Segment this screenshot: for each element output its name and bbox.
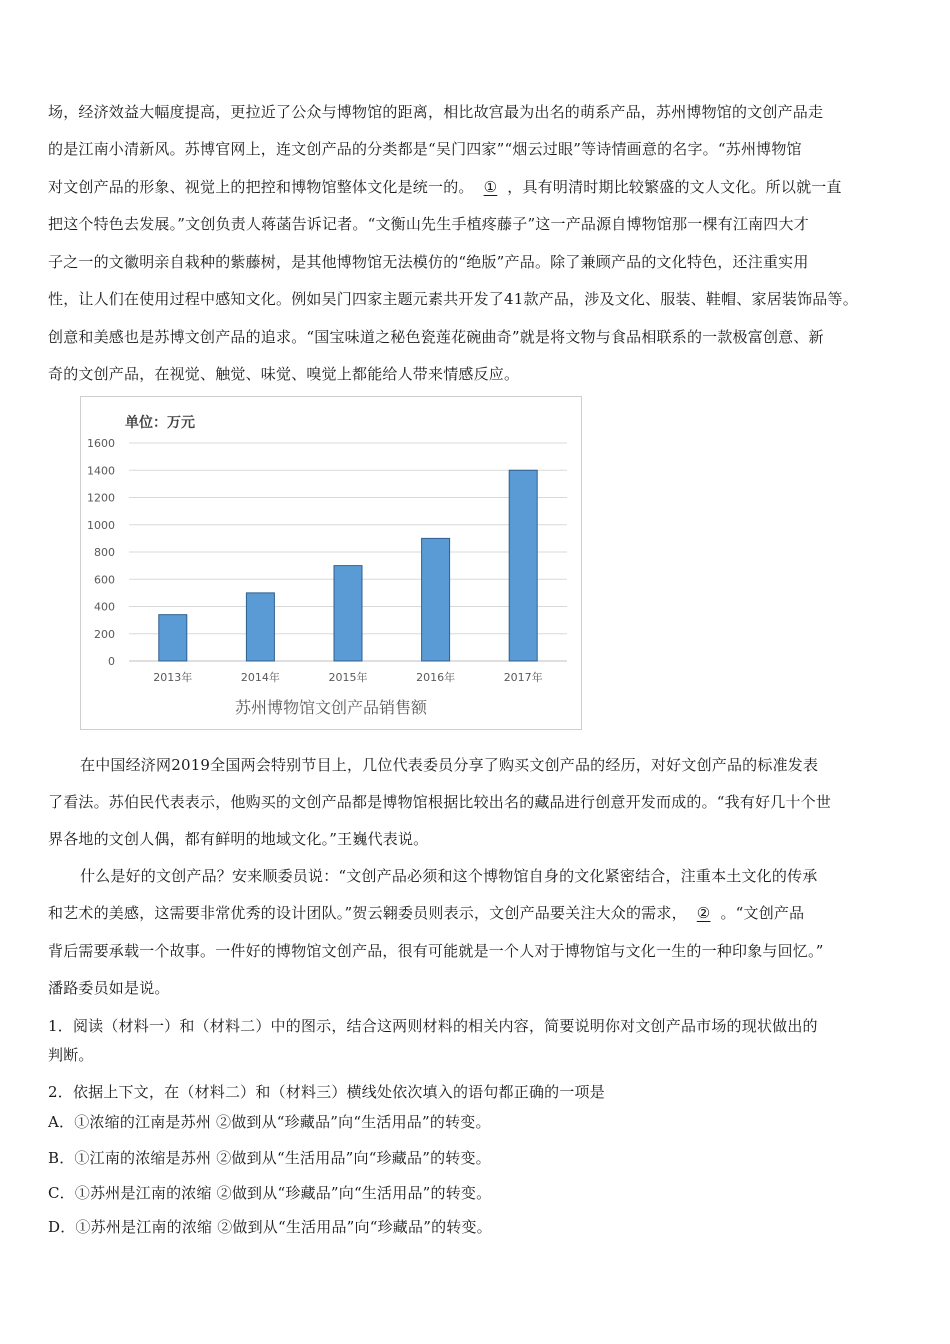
sales-chart xyxy=(80,396,582,730)
chart-x-tick-label: 2017年 xyxy=(503,671,543,684)
chart-y-tick-label: 1600 xyxy=(87,437,115,450)
paragraph1-line4: 把这个特色去发展。”文创负责人蒋菡告诉记者。“文衡山先生手植疼藤子”这一产品源自博物馆那一棵有江南四大才 xyxy=(48,215,809,233)
chart-bar xyxy=(334,566,362,661)
paragraph1-line8: 奇的文创产品，在视觉、触觉、味觉、嗅觉上都能给人带来情感反应。 xyxy=(48,365,520,383)
chart-bar xyxy=(159,615,187,661)
paragraph3-line2-before: 和艺术的美感，这需要非常优秀的设计团队。”贺云翱委员则表示，文创产品要关注大众的需求， xyxy=(48,904,687,922)
chart-bars xyxy=(159,470,537,661)
question-2: 2．依据上下文，在（材料二）和（材料三）横线处依次填入的语句都正确的一项是 xyxy=(48,1083,605,1101)
chart-title: 苏州博物馆文创产品销售额 xyxy=(234,698,428,717)
chart-x-tick-label: 2015年 xyxy=(328,671,368,684)
sales-chart-svg xyxy=(81,397,581,729)
paragraph1-line2: 的是江南小清新风。苏博官网上，连文创产品的分类都是“吴门四家”“烟云过眼”等诗情画意的名字。“苏州博物馆 xyxy=(48,140,802,158)
paragraph3-line4: 潘路委员如是说。 xyxy=(48,979,170,997)
question-1-line1: 1．阅读（材料一）和（材料二）中的图示，结合这两则材料的相关内容，简要说明你对文创产品市场的现状做出的 xyxy=(48,1017,818,1035)
paragraph2-line3: 界各地的文创人偶，都有鲜明的地域文化。”王巍代表说。 xyxy=(48,830,429,848)
option-c: C．①苏州是江南的浓缩 ②做到从“珍藏品”向“生活用品”的转变。 xyxy=(48,1184,492,1202)
option-d: D．①苏州是江南的浓缩 ②做到从“生活用品”向“珍藏品”的转变。 xyxy=(48,1218,492,1236)
chart-y-tick-label: 200 xyxy=(94,627,115,641)
chart-x-tick-label: 2013年 xyxy=(153,671,193,684)
chart-unit-label: 单位：万元 xyxy=(125,415,195,431)
paragraph1-line6: 性，让人们在使用过程中感知文化。例如吴门四家主题元素共开发了41款产品，涉及文化、服装、鞋帽、家居装饰品等。 xyxy=(48,290,858,308)
chart-y-tick-label: 1200 xyxy=(87,491,115,505)
paragraph3-line1: 什么是好的文创产品？安来顺委员说：“文创产品必须和这个博物馆自身的文化紧密结合，注重本土文化的传承 xyxy=(80,867,818,885)
chart-y-ticks xyxy=(87,437,115,668)
paragraph1-line5: 子之一的文徽明亲自栽种的紫藤树，是其他博物馆无法模仿的“绝版”产品。除了兼顾产品的文化特色，还注重实用 xyxy=(48,253,809,271)
chart-y-tick-label: 1000 xyxy=(87,518,115,532)
option-a: A．①浓缩的江南是苏州 ②做到从“珍藏品”向“生活用品”的转变。 xyxy=(48,1113,491,1131)
chart-x-tick-label: 2016年 xyxy=(416,671,456,684)
paragraph1-line1: 场，经济效益大幅度提高，更拉近了公众与博物馆的距离，相比故宫最为出名的萌系产品，苏州博物馆的文创产品走 xyxy=(48,103,824,121)
paragraph2-line2: 了看法。苏伯民代表表示，他购买的文创产品都是博物馆根据比较出名的藏品进行创意开发而成的。“我有好几十个世 xyxy=(48,793,832,811)
paragraph3-line3: 背后需要承载一个故事。一件好的博物馆文创产品，很有可能就是一个人对于博物馆与文化一生的一种印象与回忆。” xyxy=(48,942,824,960)
paragraph1-line3 xyxy=(48,177,842,197)
chart-bar xyxy=(422,538,450,661)
chart-bar xyxy=(246,593,274,661)
chart-y-tick-label: 1400 xyxy=(87,464,115,478)
chart-y-tick-label: 400 xyxy=(94,600,115,614)
chart-bar xyxy=(509,470,537,661)
paragraph1-line3-after: ，具有明清时期比较繁盛的文人文化。所以就一直 xyxy=(507,178,842,196)
paragraph1-line3-before: 对文创产品的形象、视觉上的把控和博物馆整体文化是统一的。 xyxy=(48,178,474,196)
chart-y-tick-label: 800 xyxy=(94,546,115,559)
paragraph2-line1: 在中国经济网2019全国两会特别节目上，几位代表委员分享了购买文创产品的经历，对好文创产品的标准发表 xyxy=(80,756,819,774)
blank-2: ② xyxy=(696,904,711,922)
chart-y-tick-label: 0 xyxy=(108,655,115,668)
chart-y-tick-label: 600 xyxy=(94,573,115,587)
option-b: B．①江南的浓缩是苏州 ②做到从“生活用品”向“珍藏品”的转变。 xyxy=(48,1149,491,1167)
chart-x-ticks xyxy=(153,670,542,684)
paragraph3-line2 xyxy=(48,903,804,923)
question-1-line2: 判断。 xyxy=(48,1046,94,1064)
paragraph1-line7: 创意和美感也是苏博文创产品的追求。“国宝味道之秘色瓷莲花碗曲奇”就是将文物与食品相联系的一款极富创意、新 xyxy=(48,328,824,346)
blank-1: ① xyxy=(483,178,498,196)
paragraph3-line2-after: 。“文创产品 xyxy=(720,904,805,922)
chart-x-tick-label: 2014年 xyxy=(240,671,280,684)
